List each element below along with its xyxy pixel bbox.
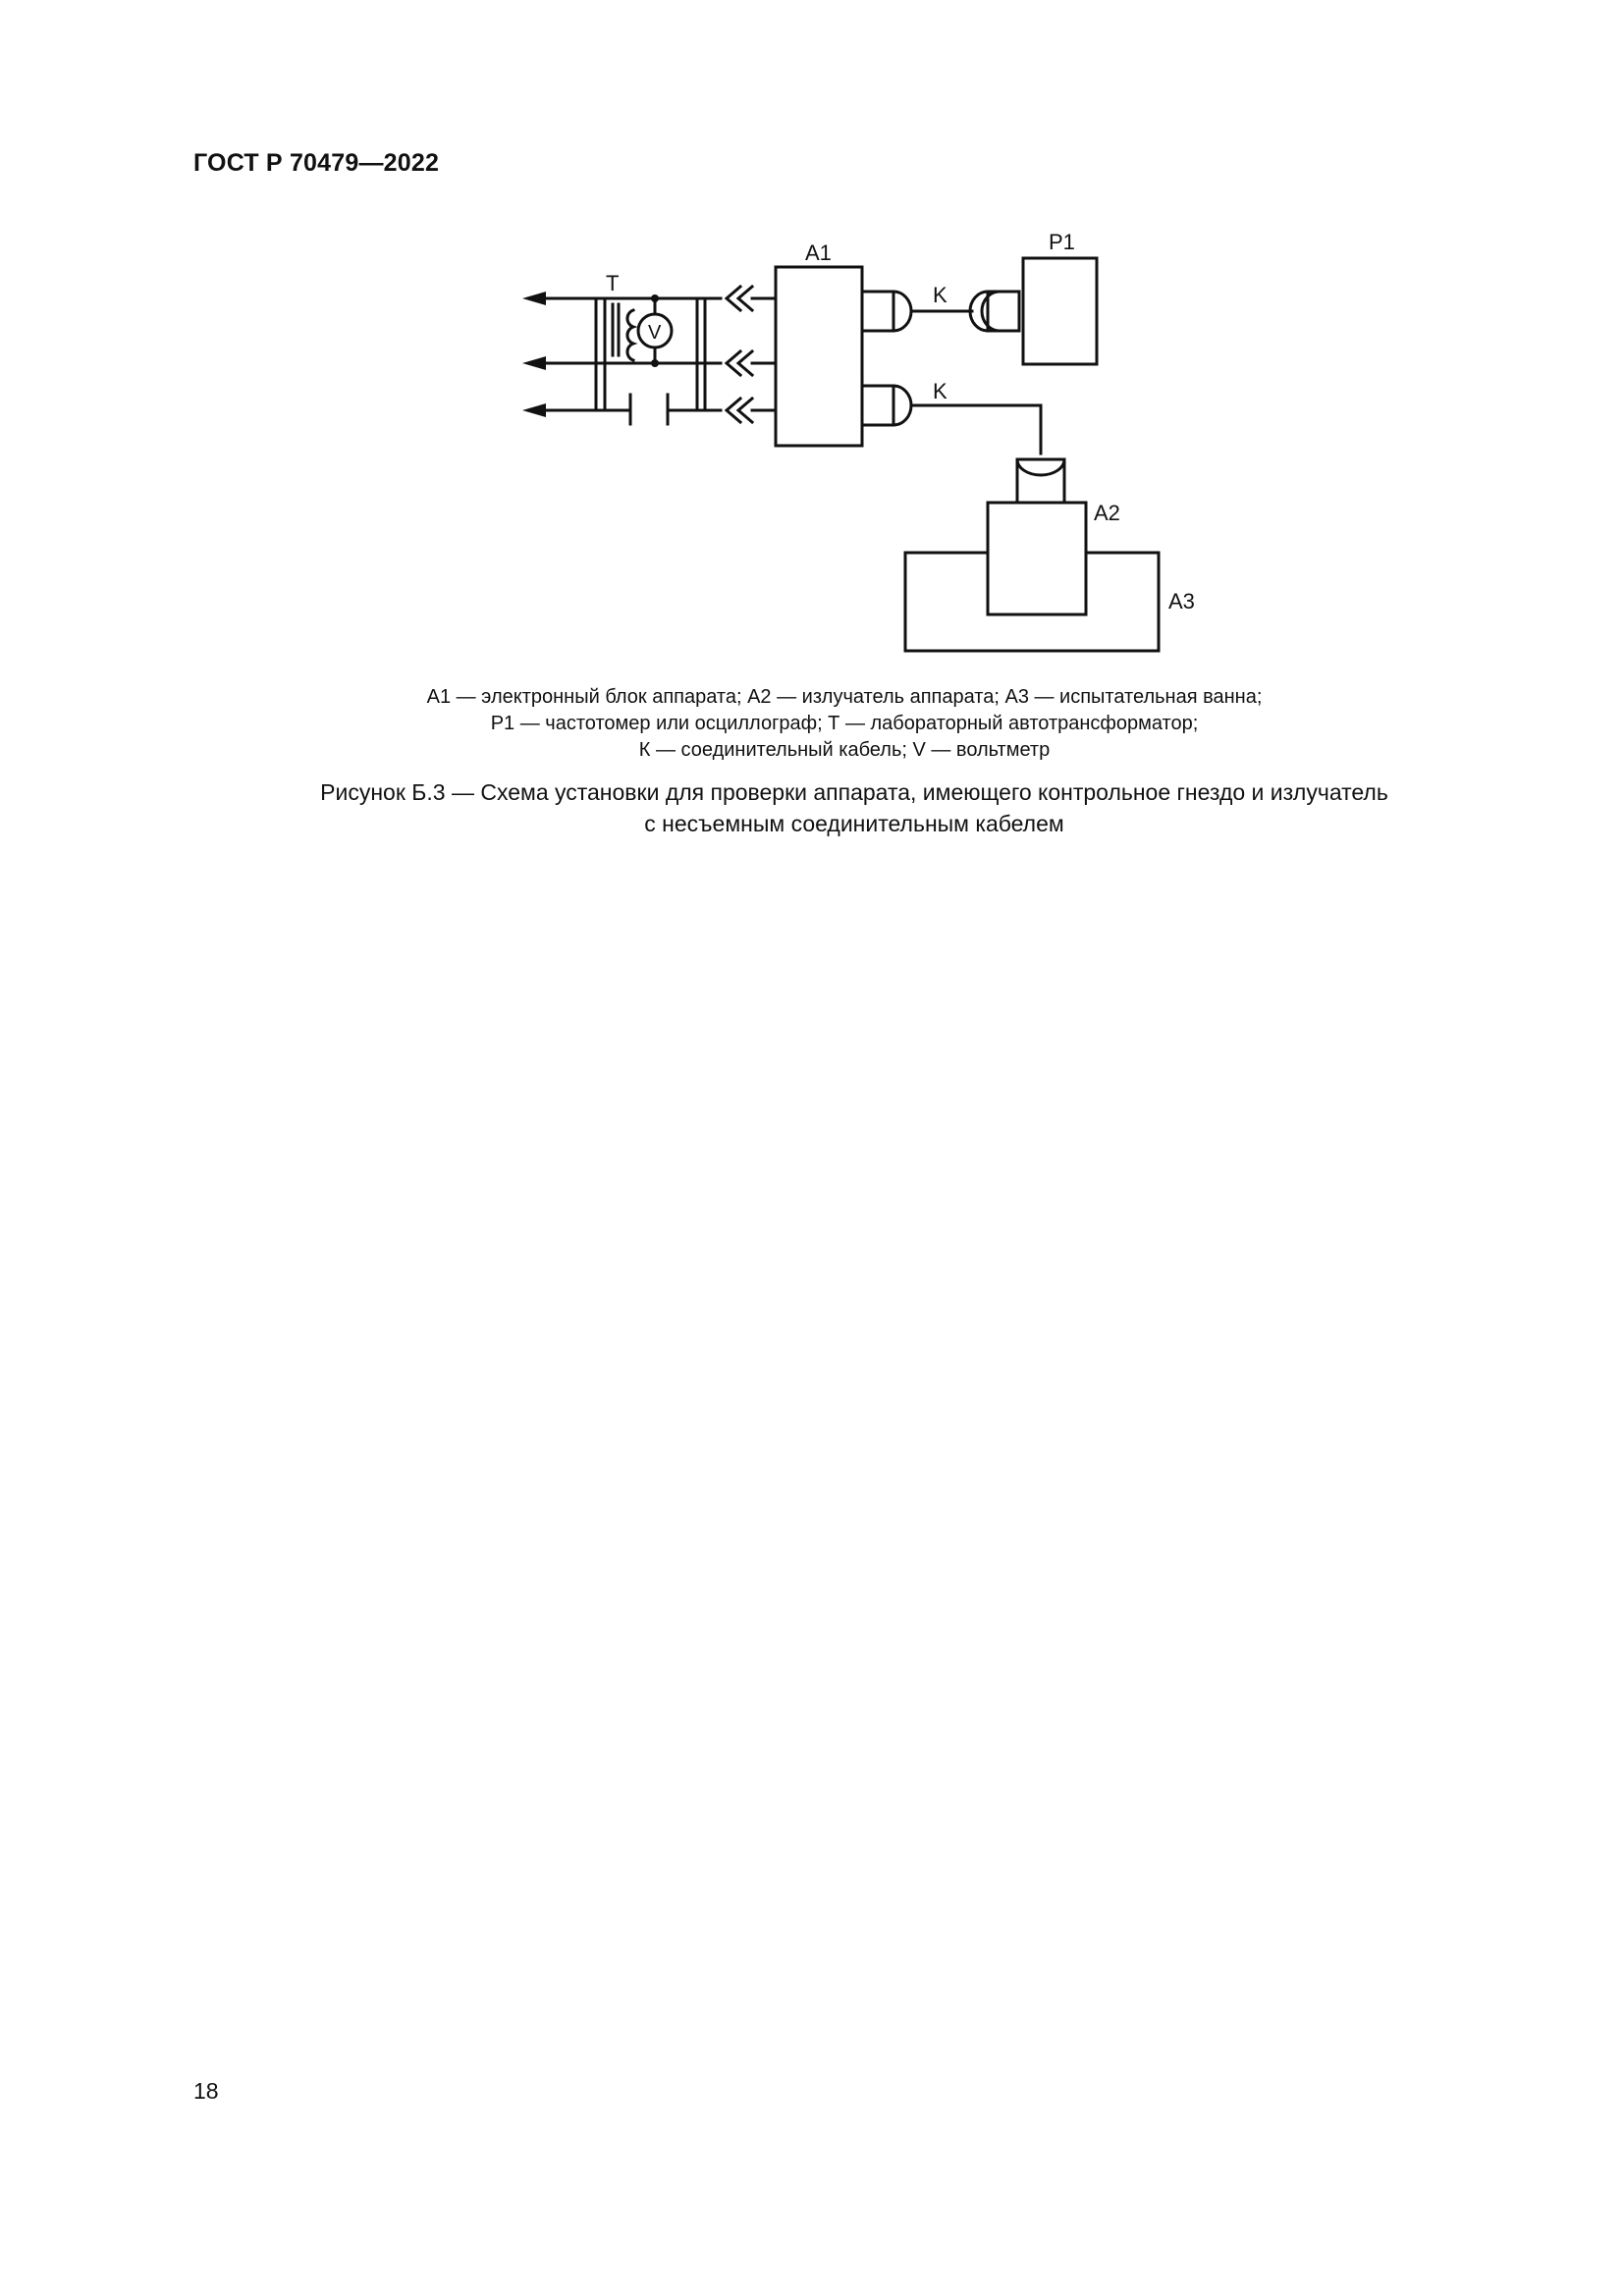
label-a1: A1 [805,240,832,265]
connector-p1 [968,292,1019,331]
socket-bottom [862,386,1041,454]
legend-line: Р1 — частотомер или осциллограф; Т — лабораторный автотрансформатор; [490,713,1199,734]
emitter-a2 [988,503,1086,614]
label-k-top: K [933,283,947,307]
connector-a2 [1017,459,1064,503]
test-setup-diagram [0,0,1624,687]
label-v: V [648,322,662,344]
legend-line: А1 — электронный блок аппарата; А2 — излучатель аппарата; А3 — испытательная ванна; [426,686,1263,708]
figure-legend [295,684,1394,764]
label-t: T [606,271,620,295]
label-k-bottom: K [933,379,947,403]
plug-connectors [727,287,776,422]
caption-line: Рисунок Б.3 — Схема установки для проверки аппарата, имеющего контрольное гнездо и излучатель [320,779,1388,805]
page-number: 18 [193,2078,219,2104]
label-a2: A2 [1094,501,1120,525]
document-header: ГОСТ Р 70479—2022 [193,149,440,177]
transformer-core [596,298,619,410]
frequency-meter-p1 [1023,258,1097,364]
node-dot-top [651,294,659,302]
arrow-left-1 [522,292,546,305]
label-a3: A3 [1168,589,1195,614]
node-dot-bottom [651,359,659,367]
arrow-left-2 [522,356,546,370]
figure-caption [216,776,1492,839]
legend-line: К — соединительный кабель; V — вольтметр [638,739,1051,761]
label-p1: P1 [1049,230,1075,254]
electronic-block-a1 [776,267,862,446]
transformer-winding [627,310,633,360]
socket-top [862,292,968,331]
arrow-left-3 [522,403,546,417]
caption-line: с несъемным соединительным кабелем [644,811,1064,836]
